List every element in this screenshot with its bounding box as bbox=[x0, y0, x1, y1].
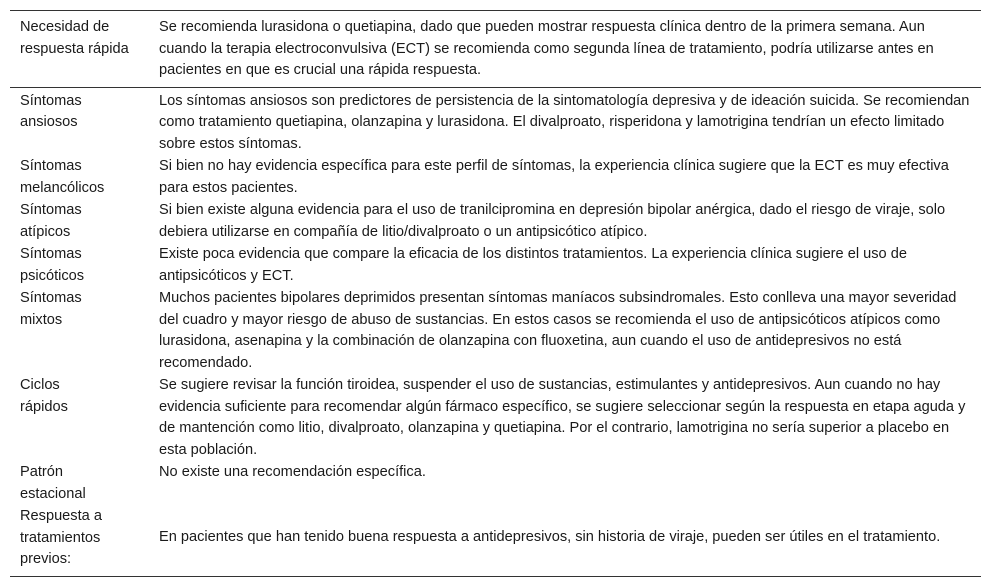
row-label: Síntomas melancólicos bbox=[20, 158, 105, 196]
row-label: Síntomas ansiosos bbox=[20, 92, 82, 130]
row-text: Muchos pacientes bipolares deprimidos presentan síntomas maníacos subsindromales. Esto conlleva una mayor severidad del cuadro y mayor riesgo de abuso de sustancias. En estos casos se recomienda el uso de antipsicóticos atípicos como lurasidona, asenapina y la combinación de olanzapina con fluoxetina, aun cuando el uso de antidepresivos no está recomendado. bbox=[159, 290, 957, 371]
row-text: Si bien existe alguna evidencia para el uso de tranilcipromina en depresión bipolar anérgica, dado el riesgo de viraje, solo debiera utilizarse en compañía de litio/divalproato o un antipsicótico atípico. bbox=[159, 202, 946, 240]
table-row bbox=[10, 506, 981, 576]
row-label: Síntomas mixtos bbox=[20, 290, 82, 328]
table-row bbox=[10, 288, 981, 375]
recommendations-table-container bbox=[10, 10, 981, 577]
recommendations-table bbox=[10, 10, 981, 577]
row-text: Existe poca evidencia que compare la eficacia de los distintos tratamientos. La experiencia clínica sugiere el uso de antipsicóticos y ECT. bbox=[159, 246, 907, 284]
row-label: Patrón estacional bbox=[20, 464, 86, 502]
table-row bbox=[10, 87, 981, 156]
row-text: No existe una recomendación específica. bbox=[159, 464, 426, 480]
row-label: Síntomas atípicos bbox=[20, 202, 82, 240]
row-text: En pacientes que han tenido buena respuesta a antidepresivos, sin historia de viraje, pueden ser útiles en el tratamiento. bbox=[148, 506, 981, 576]
table-row bbox=[10, 244, 981, 288]
table-row bbox=[10, 200, 981, 244]
row-text: Se sugiere revisar la función tiroidea, suspender el uso de sustancias, estimulantes y antidepresivos. Aun cuando no hay evidencia suficiente para recomendar algún fármaco específico, se sugiere seleccionar según la respuesta en etapa aguda y de mantención como litio, divalproato, olanzapina y quetiapina. Por el contrario, lamotrigina no sería superior a placebo en esta población. bbox=[159, 377, 966, 458]
row-text: Si bien no hay evidencia específica para este perfil de síntomas, la experiencia clínica sugiere que la ECT es muy efectiva para estos pacientes. bbox=[159, 158, 949, 196]
table-row bbox=[10, 156, 981, 200]
row-text: Se recomienda lurasidona o quetiapina, dado que pueden mostrar respuesta clínica dentro de la primera semana. Aun cuando la terapia electroconvulsiva (ECT) se recomienda como segunda línea de tratamiento, podría utilizarse antes en pacientes en que es crucial una rápida respuesta. bbox=[148, 11, 981, 88]
row-text: Los síntomas ansiosos son predictores de persistencia de la sintomatología depresiva y de ideación suicida. Se recomiendan como tratamiento quetiapina, olanzapina y lurasidona. El divalproato, risperidona y lamotrigina tendrían un efecto limitado sobre estos síntomas. bbox=[159, 92, 970, 152]
table-row bbox=[10, 375, 981, 462]
row-label: Síntomas psicóticos bbox=[20, 246, 85, 284]
table-row bbox=[10, 11, 981, 88]
row-label: Ciclos rápidos bbox=[20, 377, 68, 415]
row-label: Necesidad de respuesta rápida bbox=[10, 11, 148, 88]
row-label: Respuesta a tratamientos previos: bbox=[10, 506, 148, 576]
table-row bbox=[10, 462, 981, 506]
